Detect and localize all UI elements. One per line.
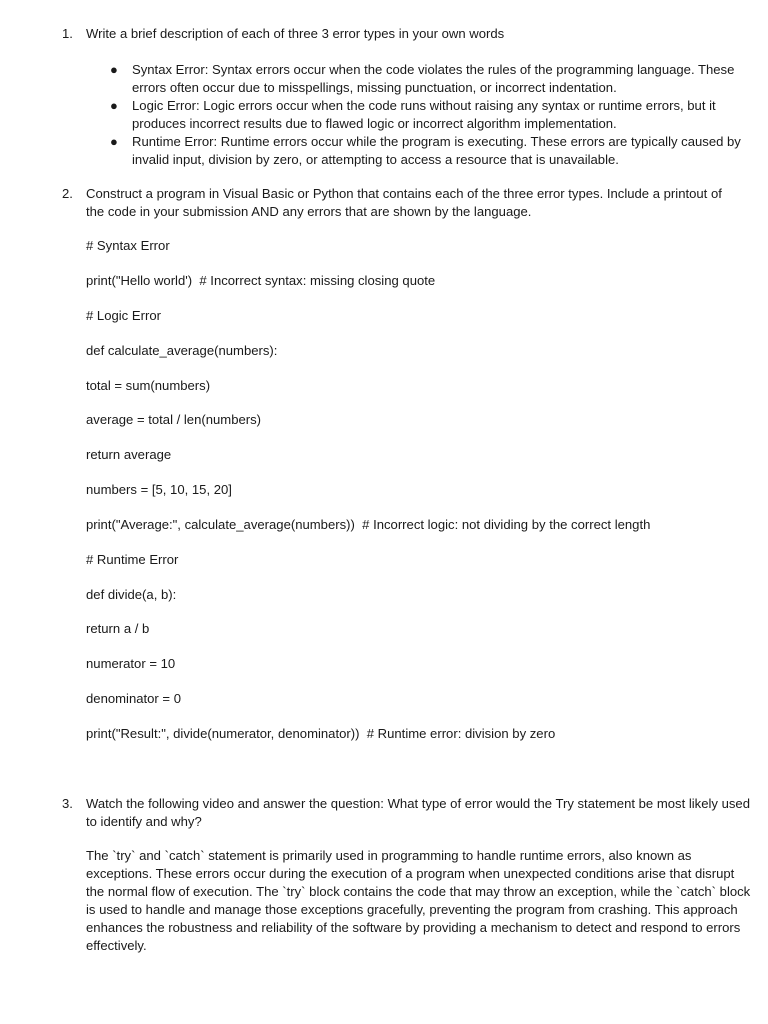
code-line-print-hello: print("Hello world') # Incorrect syntax: missing closing quote (86, 273, 436, 288)
question-3-number: 3. (62, 796, 73, 811)
code-comment-logic-error: # Logic Error (86, 308, 161, 323)
question-2-prompt: Construct a program in Visual Basic or Python that contains each of the three error types. Include a printout of the code in your submission AND any errors that are shown by the language. (86, 186, 722, 219)
question-1-number: 1. (62, 26, 73, 41)
question-3-answer: The `try` and `catch` statement is primarily used in programming to handle runtime errors, also known as exceptions. These errors occur during the execution of a program when unexpected conditions arise that disrupt the normal flow of execution. The `try` block contains the code that may throw an exception, while the `catch` block is used to handle and manage those exceptions gracefully, preventing the program from crashing. This approach enhances the robustness and reliability of the software by providing a mechanism to detect and respond to errors effectively. (86, 848, 751, 953)
question-1-prompt: Write a brief description of each of three 3 error types in your own words (86, 26, 505, 41)
code-line-return-divide: return a / b (86, 621, 150, 636)
code-line-def-calculate-average: def calculate_average(numbers): (86, 343, 278, 358)
code-line-average: average = total / len(numbers) (86, 412, 262, 427)
code-line-denominator: denominator = 0 (86, 691, 181, 706)
code-comment-runtime-error: # Runtime Error (86, 552, 179, 567)
error-types-list (60, 61, 754, 169)
list-item-runtime-error (60, 133, 754, 169)
question-3 (60, 795, 760, 831)
code-line-total: total = sum(numbers) (86, 378, 211, 393)
code-line-def-divide: def divide(a, b): (86, 587, 177, 602)
logic-error-description: Logic Error: Logic errors occur when the code runs without raising any syntax or runtime errors, but it produces incorrect results due to flawed logic or incorrect algorithm implementation. (132, 98, 716, 131)
bullet-icon: ● (110, 98, 118, 113)
list-item-logic-error (60, 97, 754, 133)
question-2-number: 2. (62, 186, 73, 201)
list-item-syntax-error (60, 61, 754, 97)
code-line-numerator: numerator = 10 (86, 656, 176, 671)
code-line-numbers: numbers = [5, 10, 15, 20] (86, 482, 232, 497)
bullet-icon: ● (110, 62, 118, 77)
code-line-return-average: return average (86, 447, 172, 462)
code-line-print-average: print("Average:", calculate_average(numbers)) # Incorrect logic: not dividing by the correct length (86, 517, 651, 532)
code-comment-syntax-error: # Syntax Error (86, 238, 170, 253)
runtime-error-description: Runtime Error: Runtime errors occur while the program is executing. These errors are typically caused by invalid input, division by zero, or attempting to access a resource that is unavailable. (132, 134, 741, 167)
question-1 (60, 25, 760, 43)
code-line-print-result: print("Result:", divide(numerator, denominator)) # Runtime error: division by zero (86, 726, 556, 741)
bullet-icon: ● (110, 134, 118, 149)
question-3-prompt: Watch the following video and answer the question: What type of error would the Try statement be most likely used to identify and why? (86, 796, 750, 829)
syntax-error-description: Syntax Error: Syntax errors occur when the code violates the rules of the programming language. These errors often occur due to misspellings, missing punctuation, or incorrect indentation. (132, 62, 735, 95)
question-2 (60, 185, 760, 221)
